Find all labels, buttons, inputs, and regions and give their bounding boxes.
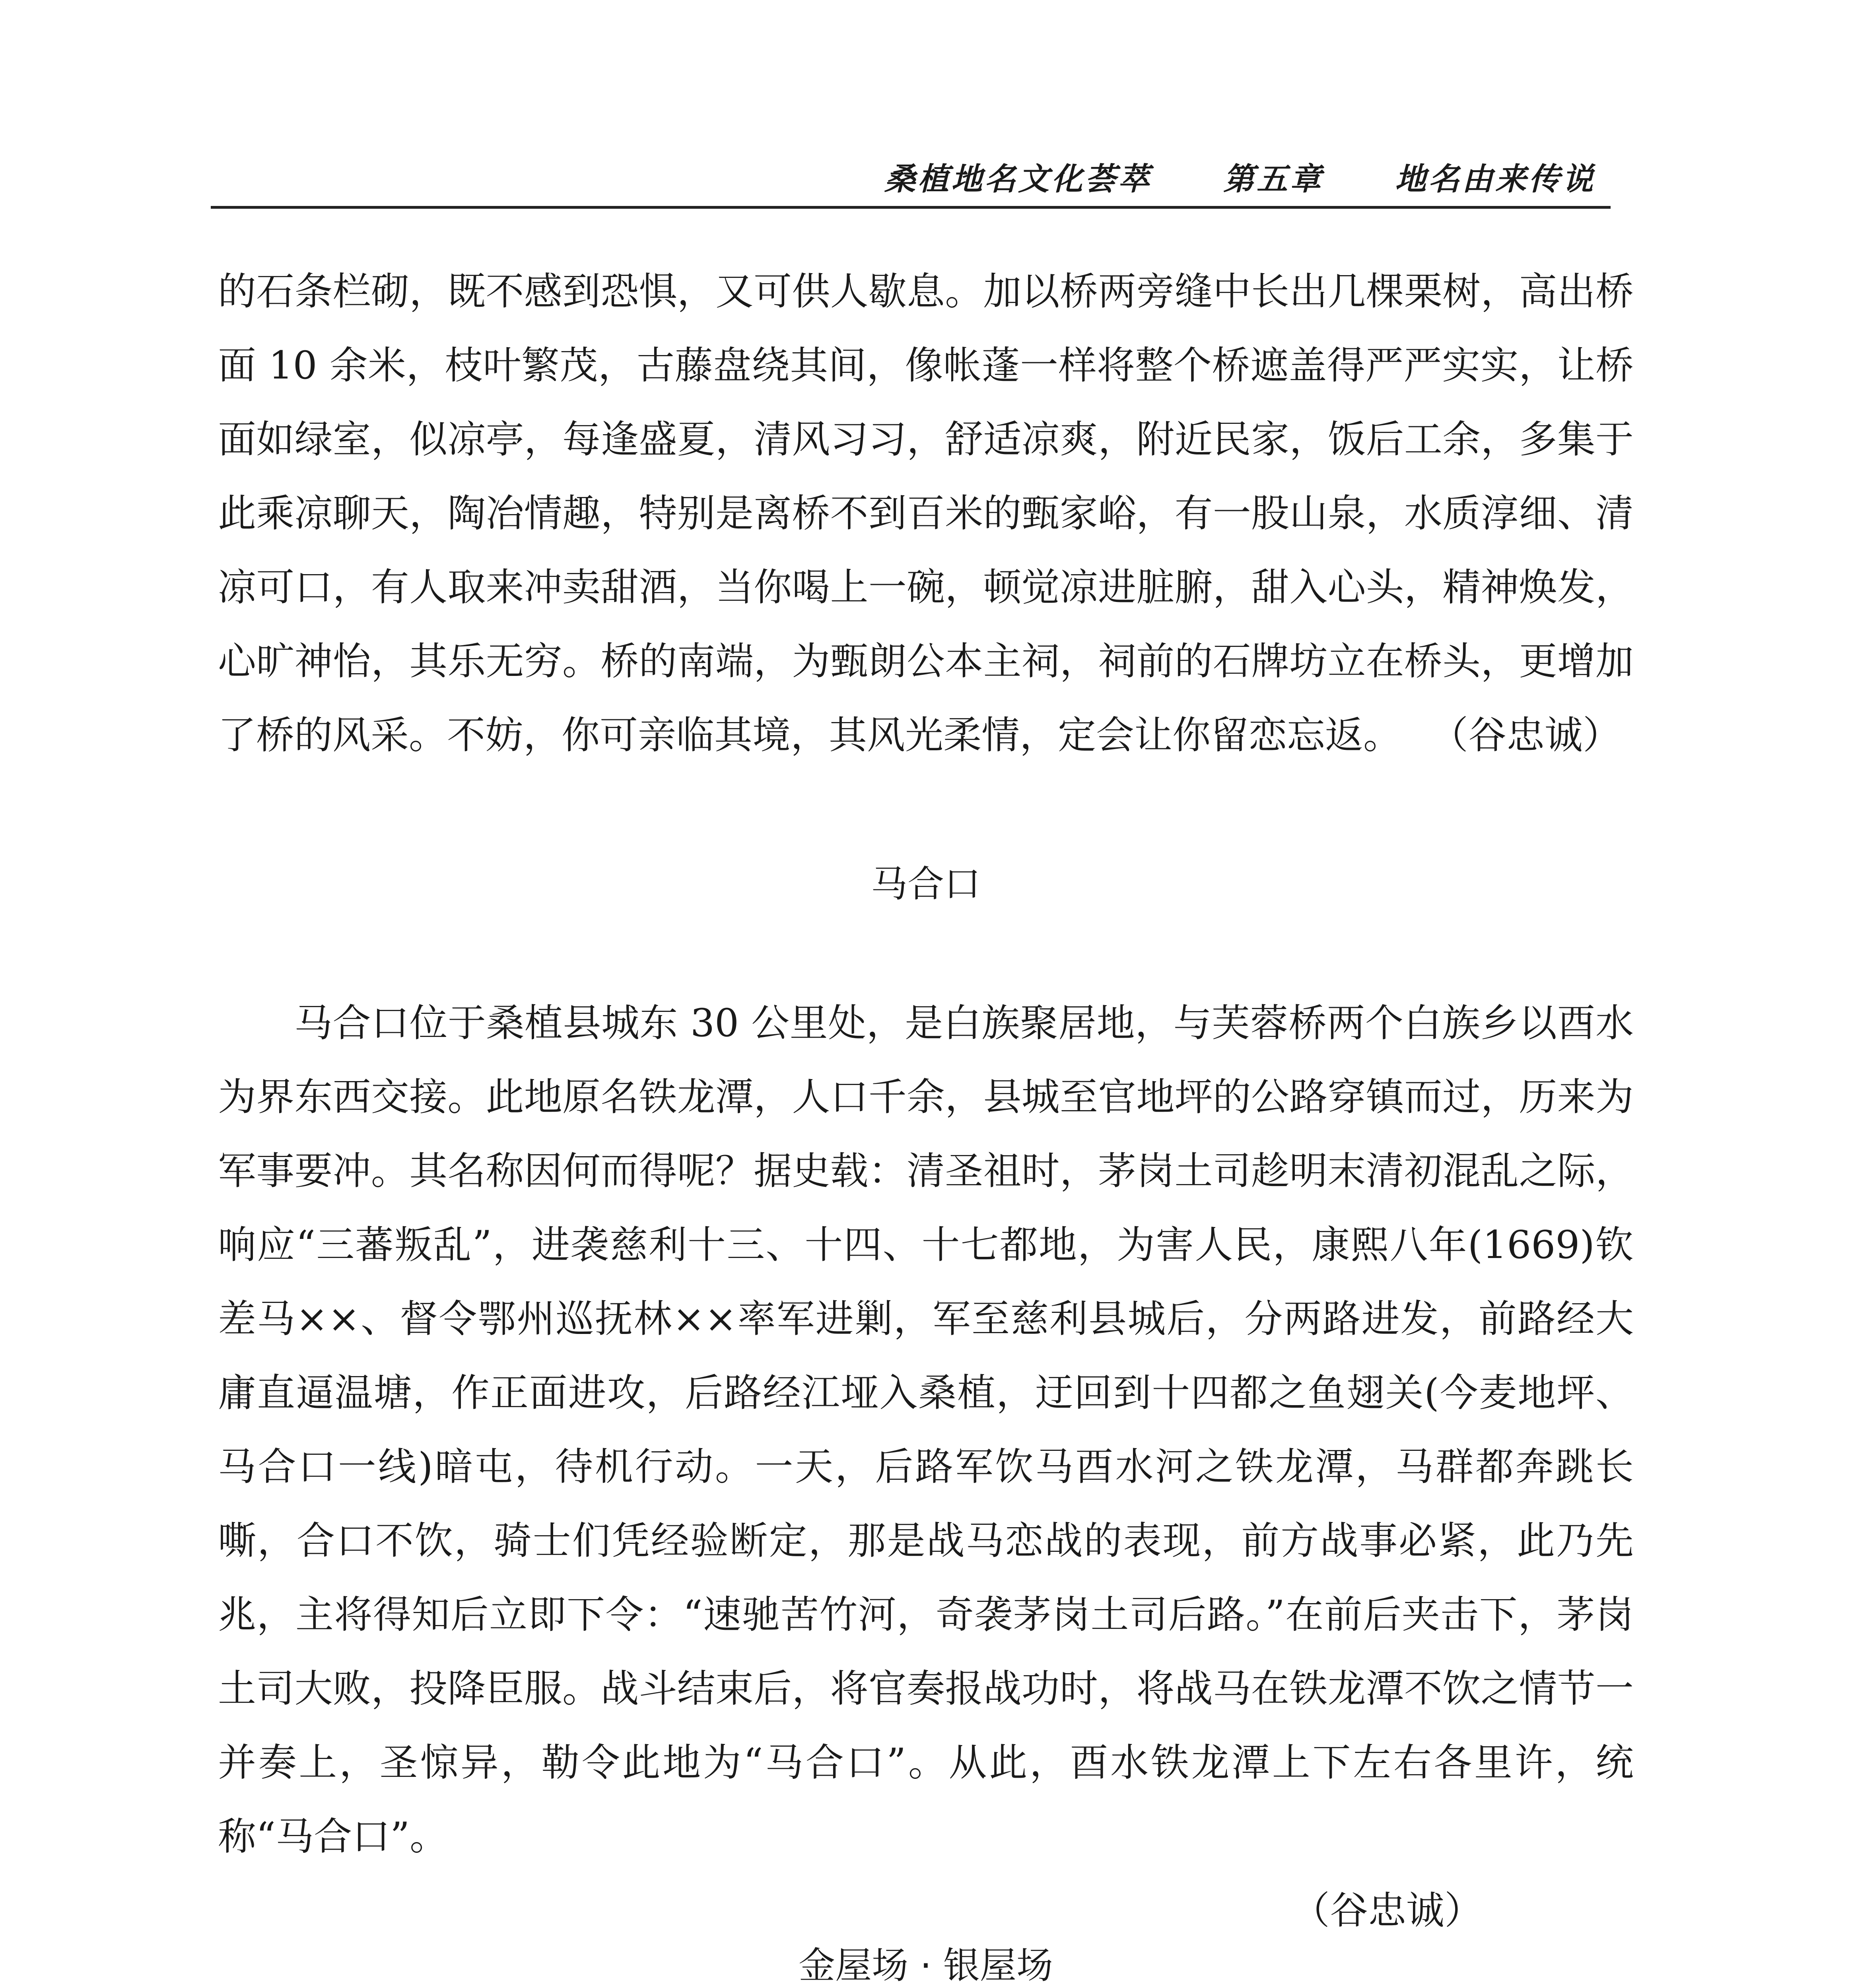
chapter-number: 第五章: [1223, 161, 1323, 197]
paragraph-text: 的石条栏砌，既不感到恐惧，又可供人歇息。加以桥两旁缝中长出几棵栗树，高出桥面 10 余米，枝叶繁茂，古藤盘绕其间，像帐蓬一样将整个桥遮盖得严严实实，让桥面如绿室，似凉亭，每逢盛夏，清风习习，舒适凉爽，附近民家，饭后工余，多集于此乘凉聊天，陶冶情趣，特别是离桥不到百米的甄家峪，有一股山泉，水质淳细、清凉可口，有人取来冲卖甜酒，当你喝上一碗，顿觉凉进脏腑，甜入心头，精神焕发，心旷神怡，其乐无穷。桥的南端，为甄朗公本主祠，祠前的石牌坊立在桥头，更增加了桥的风采。不妨，你可亲临其境，其风光柔情，定会让你留恋忘返。: [218, 269, 1634, 757]
section-title: 金屋场 · 银屋场: [799, 1944, 1053, 1987]
book-title: 桑植地名文化荟萃: [884, 161, 1152, 197]
chapter-title: 地名由来传说: [1395, 161, 1595, 197]
body-paragraph: [218, 254, 1634, 772]
author-attribution: （谷忠诚）: [1292, 1888, 1483, 1933]
section-continued: [218, 254, 1634, 772]
header-rule: [211, 206, 1611, 209]
author-attribution: （谷忠诚）: [1449, 713, 1621, 757]
section-title: 马合口: [871, 863, 981, 905]
running-head: [884, 154, 1595, 199]
section-mahekou: [218, 986, 1634, 1947]
body-paragraph: 马合口位于桑植县城东 30 公里处，是白族聚居地，与芙蓉桥两个白族乡以酉水为界东西交接。此地原名铁龙潭，人口千余，县城至官地坪的公路穿镇而过，历来为军事要冲。其名称因何而得呢？据史载：清圣祖时，茅岗土司趁明末清初混乱之际，响应“三蕃叛乱”，进袭慈利十三、十四、十七都地，为害人民，康熙八年(1669)钦差马××、督令鄂州巡抚林××率军进剿，军至慈利县城后，分两路进发，前路经大庸直逼温塘，作正面进攻，后路经江垭入桑植，迂回到十四都之鱼翅关(今麦地坪、马合口一线)暗屯，待机行动。一天，后路军饮马酉水河之铁龙潭，马群都奔跳长嘶，合口不饮，骑士们凭经验断定，那是战马恋战的表现，前方战事必紧，此乃先兆，主将得知后立即下令：“速驰苦竹河，奇袭茅岗土司后路。”在前后夹击下，茅岗土司大败，投降臣服。战斗结束后，将官奏报战功时，将战马在铁龙潭不饮之情节一并奏上，圣惊异，勒令此地为“马合口”。从此，酉水铁龙潭上下左右各里许，统称“马合口”。: [218, 1001, 1634, 1859]
